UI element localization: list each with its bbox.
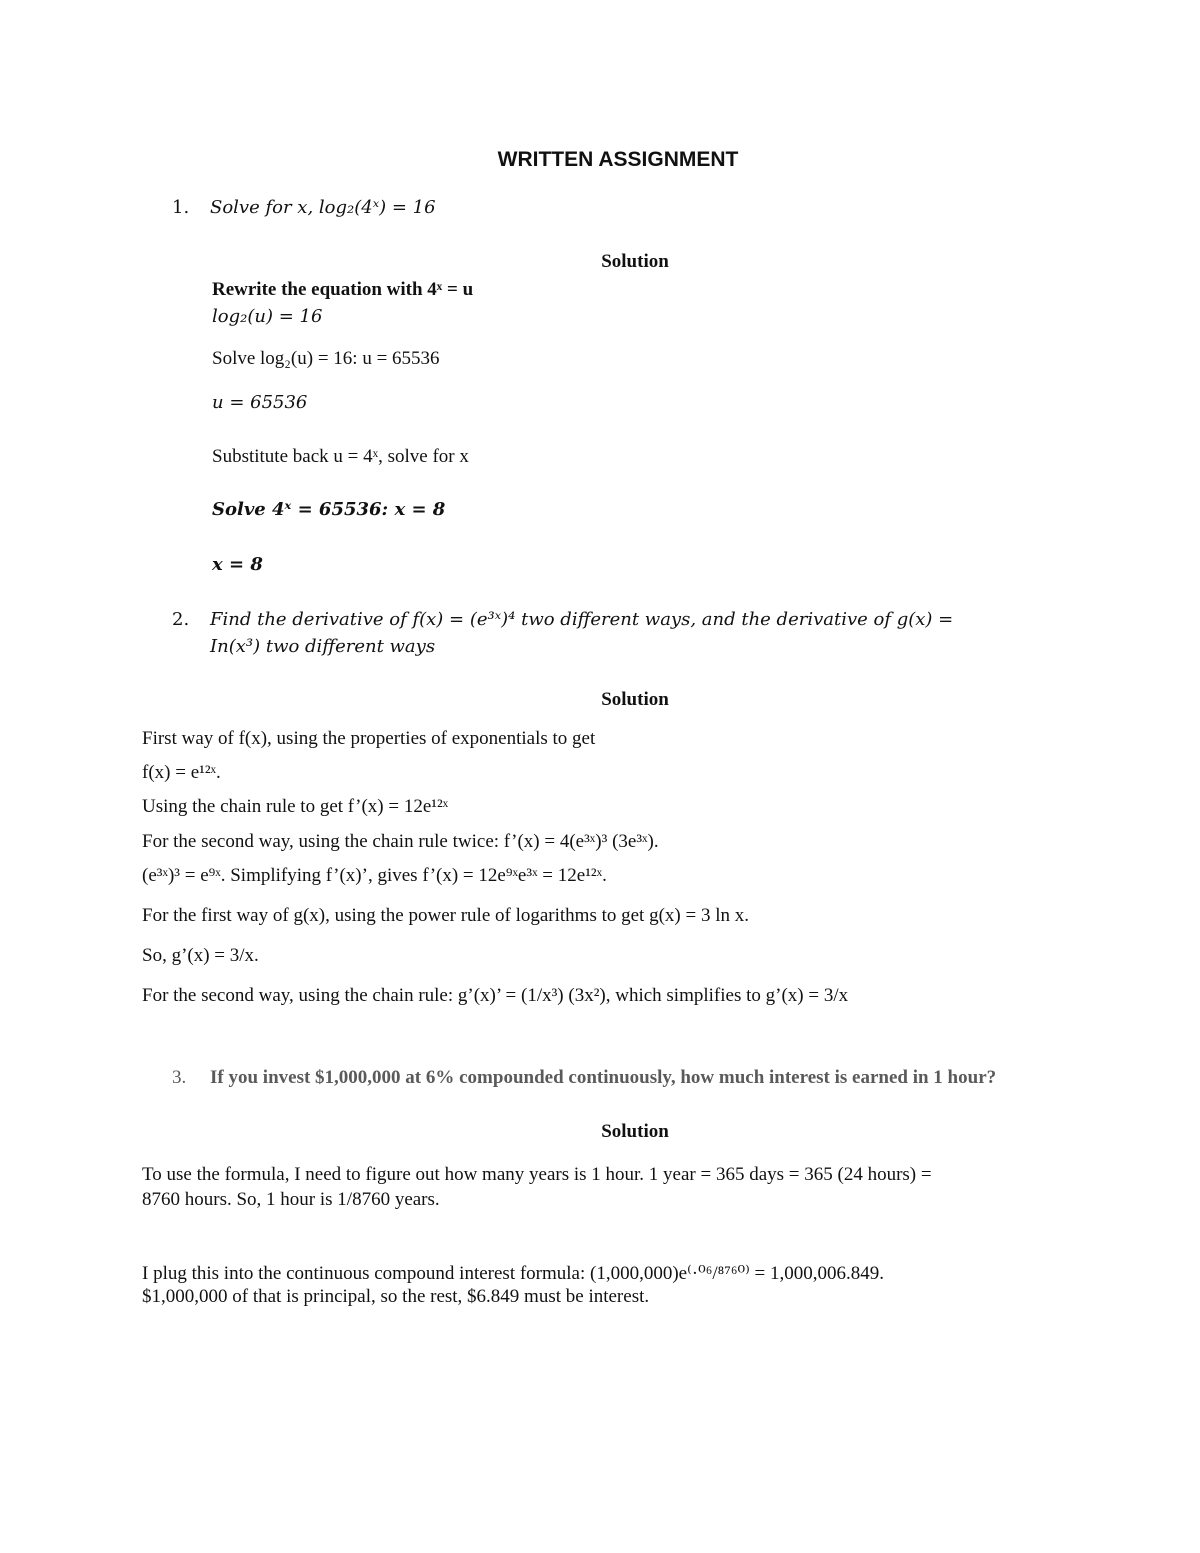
q3-line-1: To use the formula, I need to figure out how many years is 1 hour. 1 year = 365 days = 365 (24 hours) = xyxy=(142,1164,932,1185)
question-1 xyxy=(172,196,436,220)
q2-line-8: For the second way, using the chain rule: g’(x)’ = (1/x³) (3x²), which simplifies to g’(x) = 3/x xyxy=(142,985,849,1006)
question-3 xyxy=(172,1066,996,1090)
q2-line-4: For the second way, using the chain rule twice: f’(x) = 4(e³ˣ)³ (3e³ˣ). xyxy=(142,831,659,852)
q1-line-4: u = 65536 xyxy=(212,392,308,413)
q2-line-1: First way of f(x), using the properties of exponentials to get xyxy=(142,728,596,749)
question-1-number: 1. xyxy=(172,197,190,218)
q3-line-4: $1,000,000 of that is principal, so the rest, $6.849 must be interest. xyxy=(142,1286,650,1307)
q2-line-2: f(x) = e¹²ˣ. xyxy=(142,762,221,783)
question-1-text: Solve for x, log₂(4ˣ) = 16 xyxy=(210,197,436,218)
question-2-text-line-1: Find the derivative of f(x) = (e³ˣ)⁴ two different ways, and the derivative of g(x) = xyxy=(210,609,954,630)
q2-solution-heading: Solution xyxy=(601,689,669,710)
question-2 xyxy=(172,608,953,632)
q1-solution-heading: Solution xyxy=(601,251,669,272)
q2-line-6: For the first way of g(x), using the power rule of logarithms to get g(x) = 3 ln x. xyxy=(142,905,749,926)
q3-line-2: 8760 hours. So, 1 hour is 1/8760 years. xyxy=(142,1189,440,1210)
q1-line-1: Rewrite the equation with 4ˣ = u xyxy=(212,279,474,300)
q2-line-7: So, g’(x) = 3/x. xyxy=(142,945,259,966)
q2-line-3: Using the chain rule to get f’(x) = 12e¹²ˣ xyxy=(142,796,449,817)
question-2-number: 2. xyxy=(172,609,190,630)
question-3-text: If you invest $1,000,000 at 6% compounded continuously, how much interest is earned in 1 hour? xyxy=(210,1067,997,1088)
q1-line-6: Solve 4ˣ = 65536: x = 8 xyxy=(212,499,446,520)
q3-solution-heading: Solution xyxy=(601,1121,669,1142)
question-3-number: 3. xyxy=(172,1067,187,1088)
q2-line-5: (e³ˣ)³ = e⁹ˣ. Simplifying f’(x)’, gives f’(x) = 12e⁹ˣe³ˣ = 12e¹²ˣ. xyxy=(142,865,607,886)
q1-line-5: Substitute back u = 4ˣ, solve for x xyxy=(212,446,469,467)
q1-line-2: log₂(u) = 16 xyxy=(212,306,323,327)
page-title: WRITTEN ASSIGNMENT xyxy=(497,148,739,171)
q1-line-3: Solve log₂(u) = 16: u = 65536 xyxy=(212,348,440,369)
q1-line-7: x = 8 xyxy=(212,554,263,575)
q3-line-3: I plug this into the continuous compound interest formula: (1,000,000)e⁽·⁰⁶/⁸⁷⁶⁰⁾ = 1,000,006.849. xyxy=(142,1263,884,1284)
question-2-text-line-2: In(x³) two different ways xyxy=(210,636,436,657)
